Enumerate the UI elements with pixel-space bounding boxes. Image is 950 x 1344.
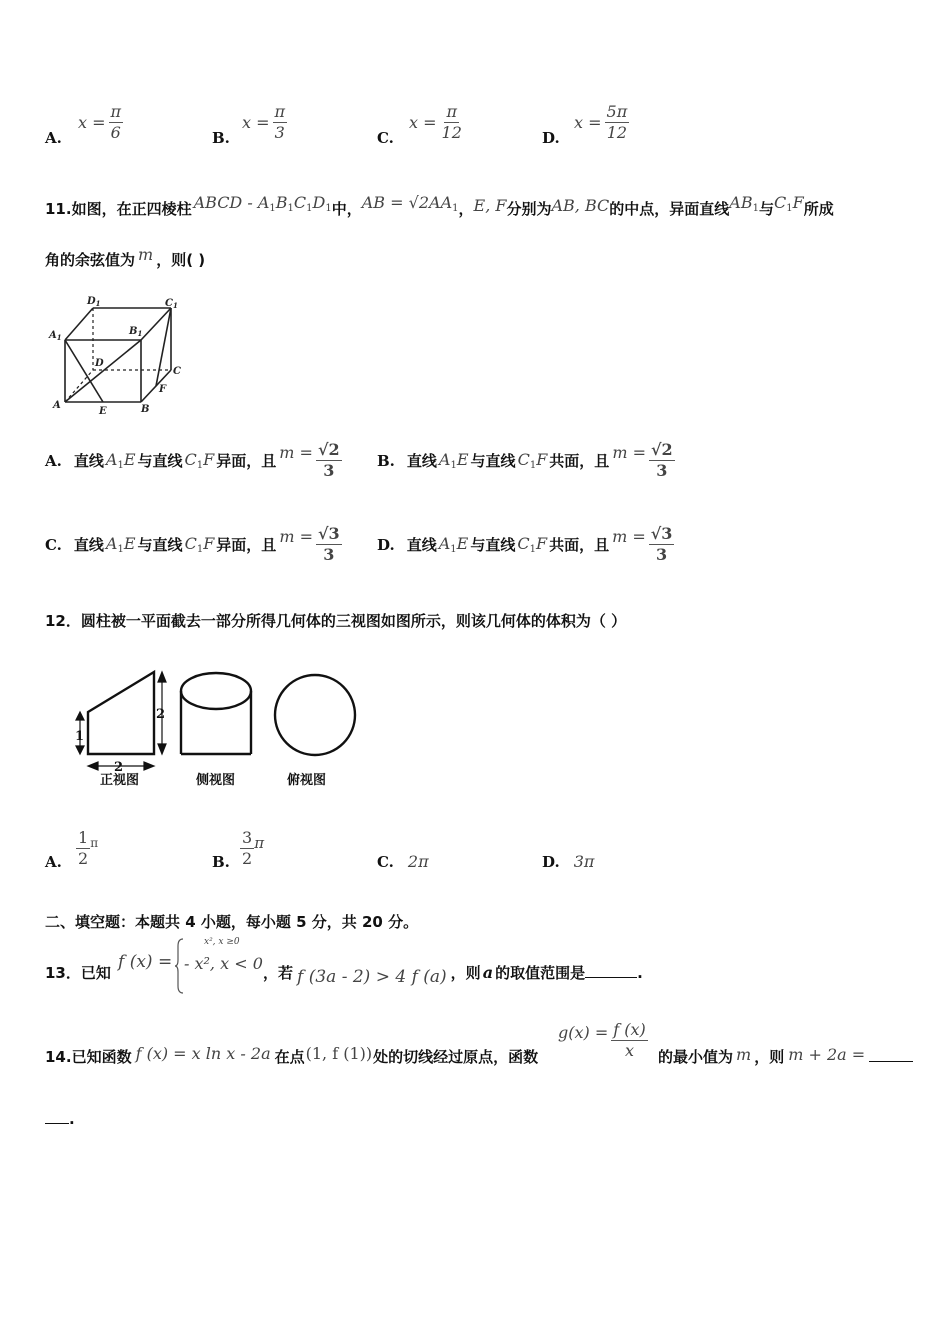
q10-option-a[interactable] xyxy=(45,128,62,147)
option-letter: C. xyxy=(45,535,62,554)
q11-ab1 xyxy=(729,193,759,214)
line-a1e-e: E xyxy=(123,534,136,553)
q14-text: 处的切线经过原点，函数 xyxy=(373,1048,539,1066)
fraction-den: 3 xyxy=(323,545,335,564)
fraction xyxy=(649,524,675,565)
fraction-den: 3 xyxy=(274,123,285,142)
label-b: B xyxy=(141,404,150,415)
fraction xyxy=(316,524,342,565)
subscript: 1 xyxy=(450,460,457,471)
q12-option-b-expr xyxy=(240,828,264,869)
math-lhs: x = xyxy=(242,113,270,132)
q14-point: (1, f (1)) xyxy=(305,1044,373,1063)
line-a1e: A xyxy=(105,534,118,553)
q14-text: 在点 xyxy=(274,1048,305,1066)
line-c1f: C xyxy=(184,450,197,469)
q12-option-a[interactable] xyxy=(45,852,62,871)
fraction-num: π xyxy=(110,102,122,121)
fraction xyxy=(611,1020,648,1061)
q14-g-function xyxy=(558,1020,648,1061)
subscript: 1 xyxy=(269,203,276,214)
fraction-den: 3 xyxy=(656,461,668,480)
fraction xyxy=(109,102,124,143)
q13-text: . xyxy=(637,964,643,982)
option-letter: D. xyxy=(377,535,395,554)
subscript: 1 xyxy=(117,460,124,471)
q14-blank-continuation xyxy=(45,1110,75,1128)
q12-three-views-figure xyxy=(70,660,370,795)
g-lhs: g(x) = xyxy=(558,1023,609,1042)
label-e: E xyxy=(99,406,107,417)
fraction-num: π xyxy=(274,102,286,121)
pi: π xyxy=(90,835,99,850)
q10-option-c-expr xyxy=(409,102,464,143)
option-letter: B. xyxy=(212,853,230,871)
subscript: 1 xyxy=(196,544,204,555)
q13-text: ，则 xyxy=(450,964,481,982)
q11-text: 中， xyxy=(331,200,362,218)
piecewise-case-top: x², x ≥0 xyxy=(204,937,240,947)
option-text: 异面，且 xyxy=(216,452,277,470)
ab-eq-text: AB = √2AA xyxy=(361,193,453,212)
option-value: 2π xyxy=(407,852,429,871)
option-text: 直线 xyxy=(406,536,437,554)
option-letter: B. xyxy=(212,129,230,147)
option-text: 异面，且 xyxy=(216,536,277,554)
q11-text: 与 xyxy=(758,200,774,218)
q13-condition xyxy=(263,962,643,987)
fraction-den: x xyxy=(624,1041,635,1060)
option-letter: C. xyxy=(377,853,394,871)
arrow-up xyxy=(158,672,166,682)
answer-blank-part1[interactable] xyxy=(869,1061,913,1062)
q10-option-d-expr xyxy=(574,102,629,143)
fraction xyxy=(605,102,630,143)
q14-function: f (x) = x ln x - 2a xyxy=(135,1044,271,1063)
side-view-label: 侧视图 xyxy=(196,773,236,788)
q13-var-a: a xyxy=(482,963,494,982)
segment-a1e xyxy=(65,340,103,402)
q10-option-b-expr xyxy=(242,102,287,143)
m-eq: m = xyxy=(612,527,646,546)
math-lhs: x = xyxy=(409,113,437,132)
fraction-den: 6 xyxy=(110,123,121,142)
q13-text: ，若 xyxy=(263,964,294,982)
q13-function: f (x) = xyxy=(118,952,173,972)
fraction-num: f (x) xyxy=(613,1020,646,1039)
q11-option-a[interactable] xyxy=(45,440,342,481)
q11-ab-eq xyxy=(362,193,459,214)
prism-text: ABCD - A xyxy=(193,193,270,212)
q12-option-d[interactable] xyxy=(542,852,594,871)
line-c1f-f: F xyxy=(203,534,215,553)
label-c: C xyxy=(173,366,181,377)
option-letter: D. xyxy=(542,853,560,871)
option-text: 共面，且 xyxy=(549,536,610,554)
segment-c1f xyxy=(156,308,171,386)
q12-stem: 12．圆柱被一平面截去一部分所得几何体的三视图如图所示，则该几何体的体积为（ ） xyxy=(45,612,627,630)
hidden-ad xyxy=(65,370,93,402)
subscript: 1 xyxy=(325,203,332,214)
q10-option-b[interactable] xyxy=(212,128,230,147)
q11-prefix: 11.如图，在正四棱柱 xyxy=(45,200,192,218)
option-value: 3π xyxy=(573,852,595,871)
line-a1e-e: E xyxy=(123,450,136,469)
q10-option-d[interactable] xyxy=(542,128,560,147)
prism-d: D xyxy=(312,193,326,212)
fraction xyxy=(273,102,288,143)
q11-text: ， xyxy=(458,200,474,218)
q10-option-a-expr xyxy=(78,102,123,143)
q14-stem xyxy=(45,1046,538,1067)
m-eq: m = xyxy=(279,443,313,462)
q11-abbc: AB, BC xyxy=(551,196,610,215)
m-eq: m = xyxy=(612,443,646,462)
fraction-den: 2 xyxy=(78,849,89,868)
front-view-shape xyxy=(88,672,154,754)
line-c1f: C xyxy=(517,450,530,469)
q11-c1f xyxy=(774,193,804,214)
c1f-f: F xyxy=(792,193,804,212)
subscript: 1 xyxy=(752,203,759,214)
q12-option-b[interactable] xyxy=(212,852,230,871)
line-a1e-e: E xyxy=(456,534,469,553)
q11-text: 所成 xyxy=(803,200,834,218)
option-letter: C. xyxy=(377,129,394,147)
fraction-num: √2 xyxy=(317,440,340,459)
fraction-den: 2 xyxy=(242,849,253,868)
q13-inequality: f (3a - 2) > 4 f (a) xyxy=(297,967,447,987)
fraction-num: 1 xyxy=(78,828,89,847)
line-c1f-f: F xyxy=(535,534,548,553)
fraction-den: 3 xyxy=(323,461,335,480)
subscript: 1 xyxy=(196,460,204,471)
label-a1: $A_1$ xyxy=(49,330,62,342)
q14-expression: m + 2a = xyxy=(788,1045,866,1064)
q11-prism-figure xyxy=(45,292,190,418)
side-view-top-ellipse xyxy=(181,673,251,709)
answer-blank[interactable] xyxy=(585,977,637,978)
q14-text: 的最小值为 xyxy=(658,1048,734,1066)
front-view-label: 正视图 xyxy=(100,773,140,788)
label-f: F xyxy=(159,384,167,395)
option-text: 与直线 xyxy=(470,536,516,554)
fraction xyxy=(240,828,254,869)
line-a1e: A xyxy=(438,534,451,553)
option-letter: B. xyxy=(377,451,395,470)
fraction-num: √3 xyxy=(317,524,340,543)
q11-text: ，则( ) xyxy=(156,251,206,269)
arrow-right xyxy=(144,762,154,770)
ab1-text: AB xyxy=(729,193,753,212)
q11-m: m xyxy=(138,245,154,264)
q12-option-a-expr xyxy=(76,828,98,869)
pi: π xyxy=(254,833,265,852)
subscript: 1 xyxy=(450,544,457,555)
subscript: 1 xyxy=(306,203,313,214)
fraction xyxy=(649,440,675,481)
segment-ab1 xyxy=(65,340,141,402)
q11-ef: E, F xyxy=(473,196,507,215)
q10-option-c[interactable] xyxy=(377,128,394,147)
option-text: 与直线 xyxy=(470,452,516,470)
label-b1: $B_1$ xyxy=(129,326,143,338)
q11-option-c[interactable] xyxy=(45,524,342,565)
q11-stem-line2 xyxy=(45,245,206,270)
arrow-down-left xyxy=(76,746,84,754)
arrow-up-left xyxy=(76,712,84,720)
fraction-den: 12 xyxy=(441,123,462,142)
q11-stem-line1 xyxy=(45,193,834,220)
label-d: D xyxy=(95,358,104,369)
q11-option-d[interactable] xyxy=(377,524,674,565)
line-a1e: A xyxy=(105,450,118,469)
option-letter: D. xyxy=(542,129,560,147)
m-eq: m = xyxy=(279,527,313,546)
option-text: 直线 xyxy=(73,536,104,554)
line-a1e-e: E xyxy=(456,450,469,469)
option-letter: A. xyxy=(45,853,62,871)
fraction-num: 5π xyxy=(606,102,628,121)
q11-option-b[interactable] xyxy=(377,440,675,481)
option-text: 共面，且 xyxy=(549,452,610,470)
fraction-den: 3 xyxy=(656,545,668,564)
option-text: 直线 xyxy=(406,452,437,470)
math-lhs: x = xyxy=(78,113,106,132)
edge-a1d1 xyxy=(65,308,93,340)
answer-blank-part2[interactable] xyxy=(45,1123,69,1124)
dim-left-label: 1 xyxy=(75,729,85,744)
arrow-left xyxy=(88,762,98,770)
dim-width-label: 2 xyxy=(114,760,124,775)
piecewise-case-bottom: - x², x < 0 xyxy=(184,954,263,973)
c1f-c: C xyxy=(773,193,787,212)
q11-prism xyxy=(194,193,332,214)
subscript: 1 xyxy=(287,203,294,214)
q14-text: . xyxy=(69,1110,75,1128)
q12-option-c[interactable] xyxy=(377,852,429,871)
option-text: 与直线 xyxy=(137,452,183,470)
subscript: 1 xyxy=(529,460,537,471)
option-letter: A. xyxy=(45,451,62,470)
fraction xyxy=(316,440,342,481)
option-text: 与直线 xyxy=(137,536,183,554)
label-d1: $D_1$ xyxy=(87,296,101,308)
q14-stem-tail xyxy=(658,1046,913,1067)
line-a1e: A xyxy=(438,450,451,469)
prism-c: C xyxy=(293,193,307,212)
q11-text: 角的余弦值为 xyxy=(45,251,136,269)
q14-m: m xyxy=(736,1045,752,1064)
line-c1f: C xyxy=(184,534,197,553)
section-heading: 二、填空题：本题共 4 小题，每小题 5 分，共 20 分。 xyxy=(45,913,419,931)
fraction xyxy=(76,828,90,869)
subscript: 1 xyxy=(117,544,124,555)
line-c1f-f: F xyxy=(203,450,215,469)
option-letter: A. xyxy=(45,129,62,147)
q11-text: 的中点，异面直线 xyxy=(609,200,730,218)
q13-text: 的取值范围是 xyxy=(495,964,586,982)
fraction-num: π xyxy=(446,102,457,121)
fraction-den: 12 xyxy=(606,123,628,142)
q11-text: 分别为 xyxy=(506,200,552,218)
fraction-num: √2 xyxy=(650,440,673,459)
top-view-label: 俯视图 xyxy=(287,773,327,788)
arrow-down xyxy=(158,744,166,754)
math-lhs: x = xyxy=(574,113,602,132)
fraction-num: √3 xyxy=(650,524,673,543)
dim-height-label: 2 xyxy=(156,707,166,722)
fraction xyxy=(440,102,464,143)
subscript: 1 xyxy=(529,544,536,555)
fraction-num: 3 xyxy=(242,828,253,847)
label-c1: $C_1$ xyxy=(165,298,178,310)
label-a: A xyxy=(53,400,61,411)
prism-b: B xyxy=(275,193,288,212)
q14-text: 14.已知函数 xyxy=(45,1048,132,1066)
top-view-circle xyxy=(275,675,355,755)
q14-text: ，则 xyxy=(754,1048,785,1066)
option-text: 直线 xyxy=(73,452,104,470)
subscript: 1 xyxy=(786,203,793,214)
piecewise-brace xyxy=(174,938,184,994)
line-c1f: C xyxy=(517,534,530,553)
line-c1f-f: F xyxy=(536,450,548,469)
q13-prefix: 13．已知 xyxy=(45,964,111,982)
subscript: 1 xyxy=(452,203,459,214)
